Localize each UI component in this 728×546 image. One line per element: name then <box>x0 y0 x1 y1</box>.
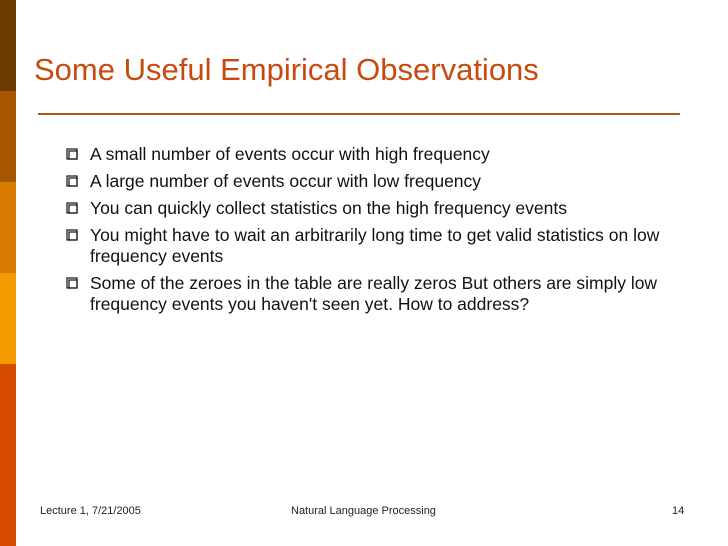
hollow-square-icon <box>66 148 78 160</box>
footer-lecture-date: Lecture 1, 7/21/2005 <box>40 505 141 517</box>
stripe-orange <box>0 182 16 273</box>
stripe-red-orange <box>0 364 16 546</box>
footer-course-name: Natural Language Processing <box>291 505 436 517</box>
hollow-square-icon <box>66 202 78 214</box>
left-color-stripes <box>0 0 16 546</box>
slide-title: Some Useful Empirical Observations <box>34 52 539 87</box>
bullet-text: You might have to wait an arbitrarily long time to get valid statistics on low frequency events <box>90 225 660 266</box>
bullet-item <box>62 198 692 219</box>
bullet-item <box>62 225 692 267</box>
title-underline <box>38 113 680 115</box>
bullet-item <box>62 273 692 315</box>
bullet-item <box>62 171 692 192</box>
stripe-light-orange <box>0 273 16 364</box>
bullet-text: Some of the zeroes in the table are really zeros But others are simply low frequency events you haven't seen yet. How to address? <box>90 273 658 314</box>
hollow-square-icon <box>66 277 78 289</box>
hollow-square-icon <box>66 175 78 187</box>
bullet-item <box>62 144 692 165</box>
bullet-list <box>62 144 692 321</box>
stripe-dark-brown <box>0 0 16 91</box>
footer-page-number: 14 <box>672 505 685 517</box>
bullet-text: A small number of events occur with high frequency <box>90 144 490 164</box>
hollow-square-icon <box>66 229 78 241</box>
stripe-brown <box>0 91 16 182</box>
bullet-text: You can quickly collect statistics on the high frequency events <box>90 198 567 218</box>
bullet-text: A large number of events occur with low frequency <box>90 171 482 191</box>
